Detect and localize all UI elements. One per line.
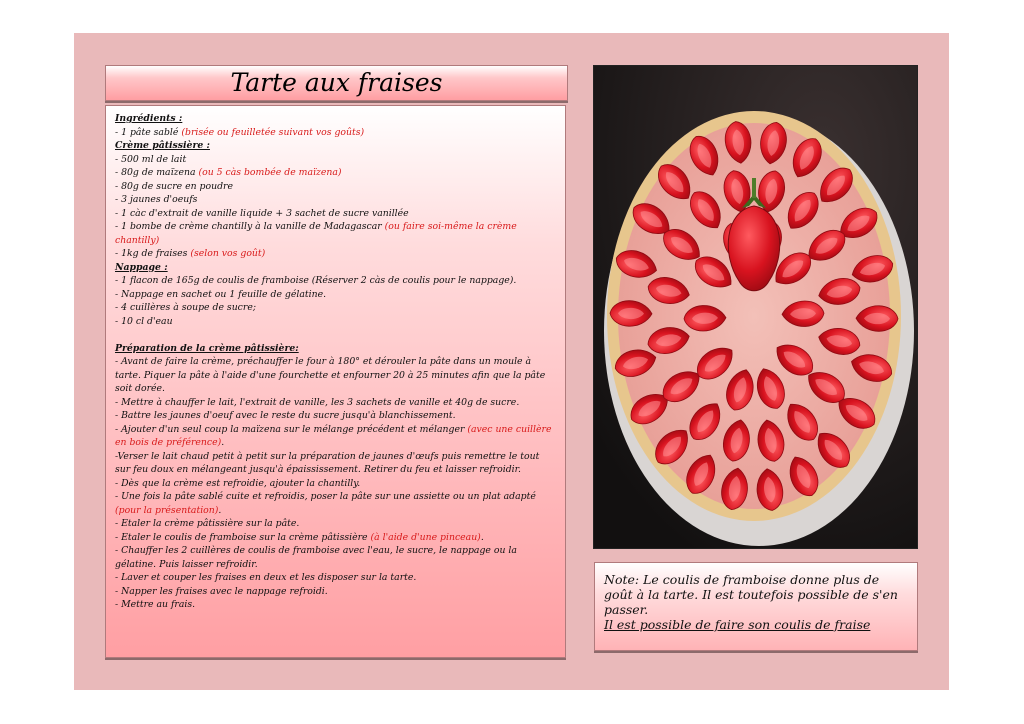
ingredient-line: - 80g de maïzena (ou 5 càs bombée de maïzena) bbox=[115, 167, 342, 178]
recipe-panel bbox=[105, 105, 566, 658]
ingredient-line: - 10 cl d'eau bbox=[115, 315, 173, 327]
ingredient-line: - Nappage en sachet ou 1 feuille de gélatine. bbox=[115, 288, 327, 300]
preparation-heading: Préparation de la crème pâtissière: bbox=[115, 342, 299, 354]
step-line: - Avant de faire la crème, préchauffer le four à 180° et dérouler la pâte dans un moule à tarte. Piquer la pâte à l'aide d'une fourchette et enfourner 20 à 25 minutes afin que la pâte soit dorée. bbox=[115, 356, 546, 394]
step-line: - Mettre au frais. bbox=[115, 599, 196, 610]
note-text: Note: Le coulis de framboise donne plus de goût à la tarte. Il est toutefois possible de s'en passer. bbox=[604, 572, 898, 617]
creme-heading: Crème pâtissière : bbox=[115, 140, 210, 151]
coulis-link[interactable]: Il est possible de faire son coulis de fraise bbox=[604, 617, 871, 632]
note-panel bbox=[594, 562, 918, 651]
step-line: - Dès que la crème est refroidie, ajouter la chantilly. bbox=[115, 477, 361, 489]
ingredient-line: - 1 pâte sablé (brisée ou feuilletée suivant vos goûts) bbox=[115, 126, 365, 138]
step-line: -Verser le lait chaud petit à petit sur la préparation de jaunes d'œufs puis remettre le tout sur feu doux en mélangeant jusqu'à épaississement. Retirer du feu et laisser refroidir. bbox=[115, 450, 540, 475]
step-line: - Napper les fraises avec le nappage refroidi. bbox=[115, 585, 328, 597]
step-line: - Ajouter d'un seul coup la maïzena sur le mélange précédent et mélanger (avec une cuillère en bois de préférence). bbox=[115, 423, 552, 448]
step-line: - Laver et couper les fraises en deux et les disposer sur la tarte. bbox=[115, 572, 417, 583]
step-line: - Etaler la crème pâtissière sur la pâte. bbox=[115, 518, 300, 529]
strawberry-tart-photo bbox=[593, 65, 918, 549]
ingredient-line: - 80g de sucre en poudre bbox=[115, 180, 233, 192]
tart-illustration bbox=[594, 66, 918, 549]
page-title: Tarte aux fraises bbox=[230, 68, 443, 97]
step-line: - Battre les jaunes d'oeuf avec le reste du sucre jusqu'à blanchissement. bbox=[115, 410, 456, 421]
ingredient-line: - 4 cuillères à soupe de sucre; bbox=[115, 302, 256, 313]
nappage-heading: Nappage : bbox=[115, 261, 168, 273]
ingredient-line: - 1kg de fraises (selon vos goût) bbox=[115, 248, 266, 259]
step-line: - Chauffer les 2 cuillères de coulis de framboise avec l'eau, le sucre, le nappage ou la gélatine. Puis laisser refroidir. bbox=[115, 545, 517, 570]
ingredient-line: - 3 jaunes d'oeufs bbox=[115, 194, 198, 205]
title-banner bbox=[105, 65, 568, 101]
ingredient-line: - 1 càc d'extrait de vanille liquide + 3 sachet de sucre vanillée bbox=[115, 207, 409, 219]
ingredient-line: - 1 flacon de 165g de coulis de framboise (Réserver 2 càs de coulis pour le nappage). bbox=[115, 275, 517, 286]
ingredients-heading: Ingrédients : bbox=[115, 113, 183, 124]
ingredient-line: - 500 ml de lait bbox=[115, 153, 187, 165]
ingredient-line: - 1 bombe de crème chantilly à la vanille de Madagascar (ou faire soi-même la crème chantilly) bbox=[115, 221, 517, 246]
step-line: - Mettre à chauffer le lait, l'extrait de vanille, les 3 sachets de vanille et 40g de sucre. bbox=[115, 396, 520, 408]
step-line: - Une fois la pâte sablé cuite et refroidis, poser la pâte sur une assiette ou un plat adapté (pour la présentation). bbox=[115, 491, 536, 516]
step-line: - Etaler le coulis de framboise sur la crème pâtissière (à l'aide d'une pinceau). bbox=[115, 531, 484, 543]
